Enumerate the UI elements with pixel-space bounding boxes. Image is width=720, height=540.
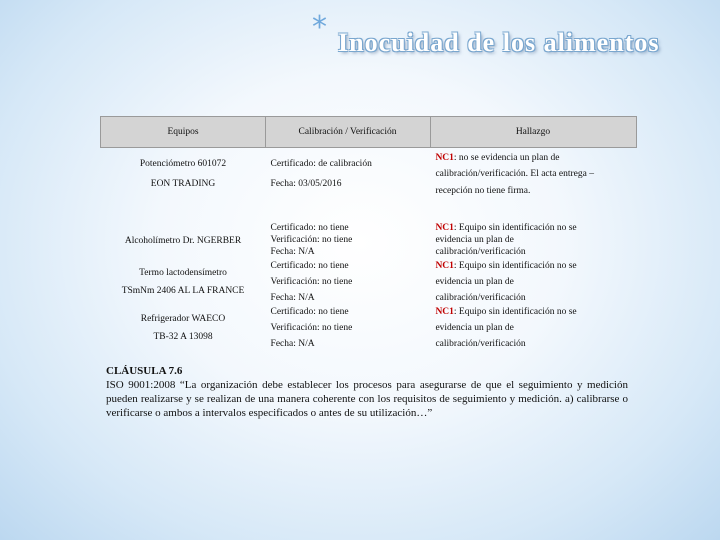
table-row — [101, 148, 637, 222]
equipo-line: Alcoholímetro Dr. NGERBER — [124, 235, 242, 246]
calibracion-line: Certificado: no tiene — [270, 306, 349, 317]
calibracion-line: Fecha: N/A — [270, 246, 315, 257]
equipo-line: Potenciómetro 601072 — [139, 159, 227, 169]
hallazgo-text: : Equipo sin identificación no se — [453, 222, 577, 233]
clause-block — [106, 364, 628, 420]
header-calibracion: Calibración / Verificación — [266, 117, 431, 148]
title-text: Inocuidad de los alimentos — [338, 28, 660, 57]
table-row — [101, 222, 637, 260]
hallazgo-text: : no se evidencia un plan de — [453, 153, 560, 163]
cell-equipos — [101, 222, 266, 260]
calibracion-line: Certificado: no tiene — [270, 260, 349, 271]
header-equipos: Equipos — [101, 117, 266, 148]
calibracion-line: Fecha: 03/05/2016 — [270, 179, 342, 189]
hallazgo-line: evidencia un plan de — [435, 322, 514, 333]
hallazgo-line: calibración/verificación — [435, 338, 526, 349]
table-header-row — [101, 117, 637, 148]
calibracion-line: Fecha: N/A — [270, 292, 315, 303]
hallazgo-text: : Equipo sin identificación no se — [453, 306, 577, 317]
calibracion-line: Verificación: no tiene — [270, 276, 353, 287]
equipo-line: Termo lactodensímetro — [139, 267, 227, 278]
calibracion-line: Verificación: no tiene — [270, 322, 353, 333]
equipo-line: EON TRADING — [150, 179, 216, 189]
hallazgo-line: evidencia un plan de — [435, 276, 514, 287]
cell-hallazgo — [430, 222, 636, 260]
equipo-line: Refrigerador WAECO — [140, 313, 226, 324]
cell-equipos — [101, 260, 266, 306]
cell-hallazgo — [430, 306, 636, 352]
hallazgo-text: : Equipo sin identificación no se — [453, 260, 577, 271]
clause-body: ISO 9001:2008 “La organización debe establecer los procesos para asegurarse de que el seguimiento y medición pueden realizarse y se realizan de una manera coherente con los requisitos de seguimiento y medición. a) calibrarse o verificarse o ambos a intervalos especificados o antes de su utilización…” — [106, 379, 628, 419]
cell-equipos — [101, 148, 266, 222]
calibracion-line: Certificado: no tiene — [270, 222, 349, 233]
cell-calibracion — [266, 260, 431, 306]
equipo-line: TB-32 A 13098 — [153, 331, 213, 342]
equipo-line: TSmNm 2406 AL LA FRANCE — [121, 285, 245, 296]
nc-code: NC1 — [435, 222, 454, 233]
cell-calibracion — [266, 148, 431, 222]
clause-heading: CLÁUSULA 7.6 — [106, 365, 183, 377]
calibracion-line: Fecha: N/A — [270, 338, 315, 349]
hallazgo-line: evidencia un plan de — [435, 234, 514, 245]
hallazgo-line: calibración/verificación — [435, 292, 526, 303]
nc-code: NC1 — [435, 260, 454, 271]
cell-hallazgo — [430, 148, 636, 222]
table-row — [101, 260, 637, 306]
cell-calibracion — [266, 222, 431, 260]
title-bullet: * — [312, 10, 327, 45]
nc-code: NC1 — [435, 306, 454, 317]
hallazgo-line: calibración/verificación — [435, 246, 526, 257]
header-hallazgo: Hallazgo — [430, 117, 636, 148]
cell-calibracion — [266, 306, 431, 352]
cell-hallazgo — [430, 260, 636, 306]
hallazgo-line: recepción no tiene firma. — [435, 186, 531, 196]
cell-equipos — [101, 306, 266, 352]
calibracion-line: Verificación: no tiene — [270, 234, 353, 245]
nc-code: NC1 — [435, 153, 454, 163]
table-row — [101, 306, 637, 352]
hallazgo-line: calibración/verificación. El acta entrega – — [435, 169, 594, 179]
equipment-table — [100, 116, 637, 352]
calibracion-line: Certificado: de calibración — [270, 159, 372, 169]
